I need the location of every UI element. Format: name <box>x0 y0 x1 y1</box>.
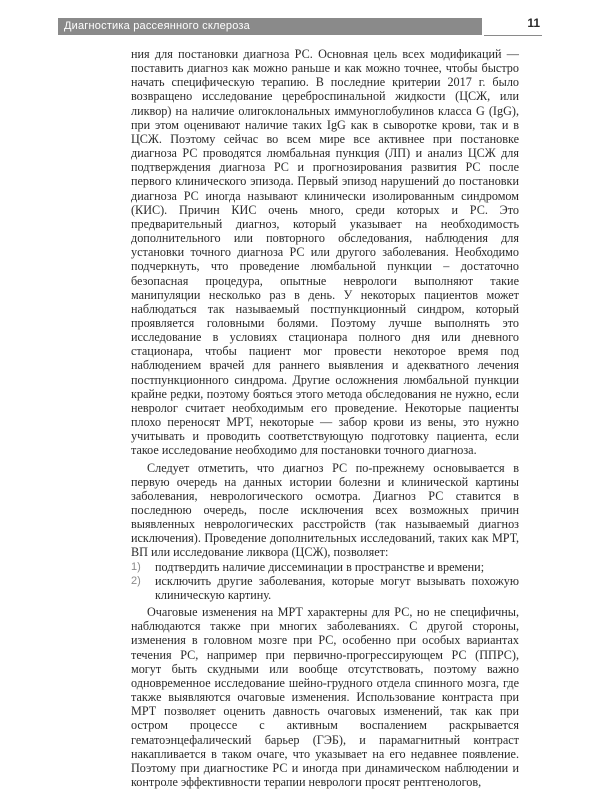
list-item <box>131 560 519 574</box>
list-item-text: подтвердить наличие диссеминации в пространстве и времени; <box>155 559 485 574</box>
numbered-list <box>131 560 519 602</box>
page-number: 11 <box>527 16 540 30</box>
paragraph-2: Следует отметить, что диагноз РС по-прежнему основывается в первую очередь на данных истории болезни и клинической картины заболевания, неврологического осмотра. Диагноз РС ставится в последнюю очередь, после исключения всех возможных причин выявленных неврологических расстройств (так называемый диагноз исключения). Проведение дополнительных исследований, таких как МРТ, ВП или исследование ликвора (ЦСЖ), позволяет: <box>131 460 519 560</box>
paragraph-1: ния для постановки диагноза РС. Основная цель всех модификаций — поставить диагноз как можно раньше и как можно точнее, чтобы быстро начать специфическую терапию. В последние критерии 2017 г. было возвращено исследование цереброспинальной жидкости (ЦСЖ, или ликвор) на наличие олигоклональных иммуноглобулинов класса G (IgG), при этом оценивают наличие таких IgG как в сыворотке крови, так и в ЦСЖ. Поэтому сейчас во всем мире все активнее при постановке диагноза РС проводятся люмбальная пункция (ЛП) и анализ ЦСЖ для подтверждения диагноза РС и прогнозирования развития РС после первого клинического эпизода. Первый эпизод нарушений до постановки диагноза РС иногда называют клинически изолированным синдромом (КИС). Причин КИС очень много, среди которых и РС. Это предварительный диагноз, который указывает на необходимость дополнительного или повторного обследования, наблюдения для установки точного диагноза РС или другого заболевания. Необходимо подчеркнуть, что проведение люмбальной пункции – достаточно безопасная процедура, опытные неврологи выполняют такие манипуляции несколько раз в день. У некоторых пациентов может наблюдаться так называемый постпункционный синдром, который проявляется головными болями. Поэтому лучше выполнять это исследование в условиях стационара полного дня или дневного стационара, чтобы пациент мог провести некоторое время под наблюдением врачей для раннего выявления и адекватного лечения постпункционного синдрома. Другие осложнения люмбальной пункции крайне редки, поэтому бояться этого метода обследования не нужно, если невролог считает необходимым его проведение. Некоторые пациенты плохо переносят МРТ, некоторые — забор крови из вены, это нужно учитывать и проводить соответствующую подготовку пациента, если такое исследование необходимо для постановки точного диагноза. <box>131 47 519 458</box>
list-item <box>131 574 519 602</box>
paragraph-3: Очаговые изменения на МРТ характерны для РС, но не специфичны, наблюдаются также при многих заболеваниях. С другой стороны, изменения в головном мозге при РС, особенно при особых вариантах течения РС, например при первично-прогрессирующем РС (ППРС), могут быть скудными или вообще отсутствовать, поэтому важно одновременное исследование шейно-грудного отдела спинного мозга, где также выявляются очаговые изменения. Использование контраста при МРТ позволяет оценить давность очаговых изменений, так как при остром процессе с активным воспалением раскрывается гематоэнцефалический барьер (ГЭБ), и парамагнитный контраст накапливается в таком очаге, что указывает на его недавнее появление. Поэтому при диагностике РС и иногда при динамическом наблюдении и контроле эффективности терапии неврологи просят рентгенологов, <box>131 605 519 789</box>
list-item-number: 2) <box>131 574 141 587</box>
list-item-number: 1) <box>131 560 141 573</box>
header-rule <box>484 35 542 36</box>
page-body <box>131 47 519 789</box>
chapter-title: Диагностика рассеянного склероза <box>64 20 250 32</box>
chapter-title-tab <box>58 18 482 35</box>
list-item-text: исключить другие заболевания, которые могут вызывать похожую клиническую картину. <box>155 573 519 602</box>
